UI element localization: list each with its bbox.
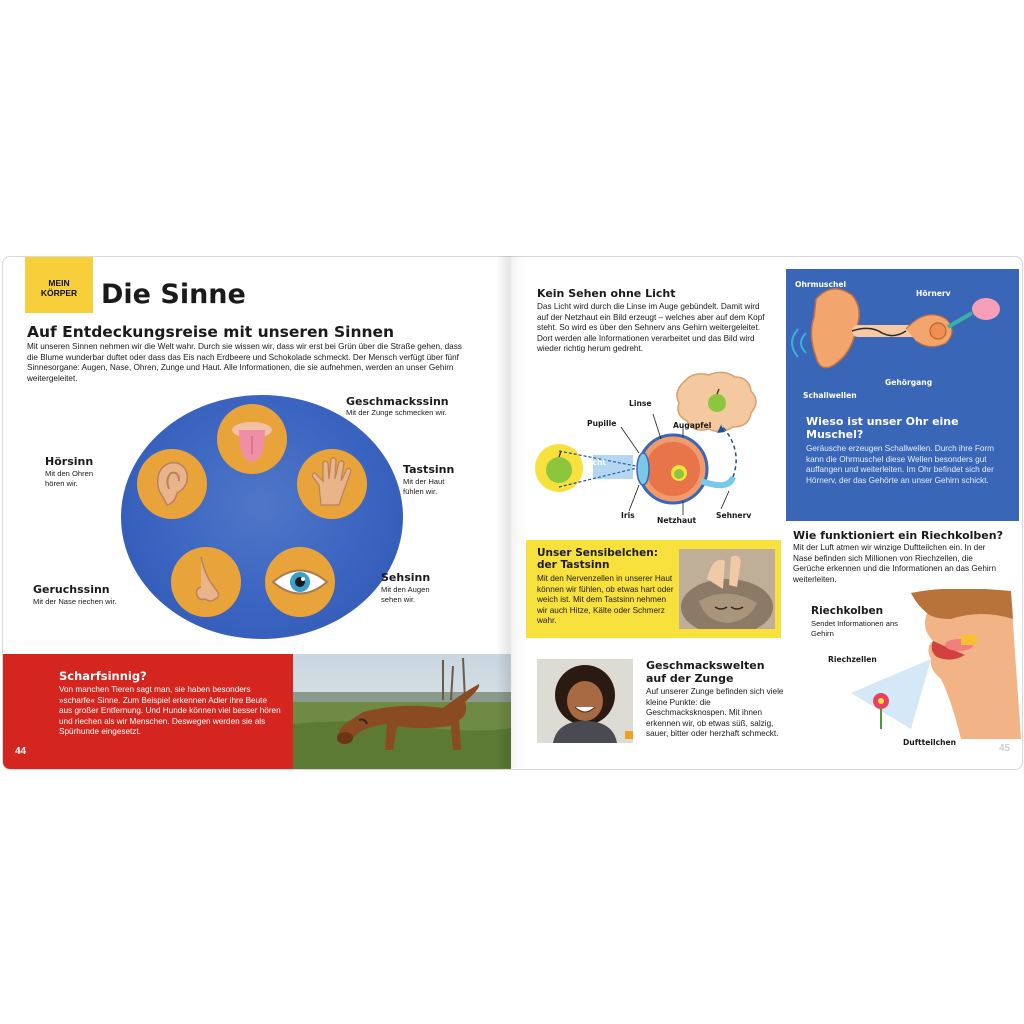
seh-text-2: sehen wir. <box>381 595 416 604</box>
geschmack-title-2: auf der Zunge <box>646 672 734 685</box>
hoer-text-2: hören wir. <box>45 479 78 488</box>
geruch-text: Mit der Nase riechen wir. <box>33 597 117 606</box>
seh-title: Sehsinn <box>381 571 431 584</box>
page-number-right: 45 <box>999 743 1011 754</box>
label-netzhaut: Netzhaut <box>657 516 697 525</box>
section-subtitle: Auf Entdeckungsreise mit unseren Sinnen <box>27 323 395 341</box>
ohr-text: Geräusche erzeugen Schallwellen. Durch ihre Form kann die Ohrmuschel diese Wellen besonders gut auffangen und weiterleiten. Im Ohr befindet sich der Hörnerv, der das Gehörte an unser Gehirn schickt. <box>806 444 994 485</box>
section-tag <box>25 257 93 313</box>
hoer-title: Hörsinn <box>45 455 94 468</box>
tag-line-1: MEIN <box>48 278 70 288</box>
label-iris: Iris <box>621 511 635 520</box>
label-duftteilchen: Duftteilchen <box>903 738 957 747</box>
label-riechzellen: Riechzellen <box>828 655 877 664</box>
label-linse: Linse <box>629 399 652 408</box>
label-pupille: Pupille <box>587 419 617 428</box>
page-title: Die Sinne <box>101 279 246 310</box>
geschmack-title: Geschmackssinn <box>346 395 449 408</box>
riechkolben-desc: Sendet Informationen ans Gehirn <box>811 619 898 638</box>
riech-text: Mit der Luft atmen wir winzige Duftteilchen ein. In der Nase befinden sich Millionen von Riechzellen, die Gerüche erkennen und die Informationen an das Gehirn weiterleiten. <box>793 543 997 584</box>
eye-icon <box>265 547 335 617</box>
geschmack-text: Mit der Zunge schmecken wir. <box>346 408 447 417</box>
label-augapfel: Augapfel <box>673 421 712 430</box>
label-hoernerv: Hörnerv <box>916 289 951 298</box>
tast-title-2: der Tastsinn <box>537 559 610 571</box>
scharfsinnig-title: Scharfsinnig? <box>59 669 147 683</box>
label-sehnerv: Sehnerv <box>716 511 752 520</box>
girl-photo <box>537 659 633 743</box>
hoer-text-1: Mit den Ohren <box>45 469 94 478</box>
label-licht: Licht <box>585 458 606 467</box>
geschmack-text: Auf unserer Zunge befinden sich viele kleine Punkte: die Geschmacksknospen. Mit ihnen erkennen wir, ob etwas süß, salzig, sauer, bitter oder herzhaft schmeckt. <box>646 687 784 739</box>
geschmack-title-1: Geschmackswelten <box>646 659 765 672</box>
dog-photo <box>293 654 511 769</box>
riech-title: Wie funktioniert ein Riechkolben? <box>793 529 1003 542</box>
sehen-title: Kein Sehen ohne Licht <box>537 287 676 300</box>
seh-text-1: Mit den Augen <box>381 585 430 594</box>
intro-text: Mit unseren Sinnen nehmen wir die Welt wahr. Durch sie wissen wir, dass wir erst bei Grün über die Straße gehen, dass die Blume wunderbar duftet oder dass das Eis nach Erdbeere und Schokolade schmeckt. Der Mensch verfügt über fünf Sinnesorgane: Augen, Nase, Ohren, Zunge und Haut. Alle Informationen, die sie aufnehmen, werden an unser Gehirn weitergeleitet. <box>27 342 462 383</box>
ear-icon <box>137 449 207 519</box>
geruch-title: Geruchssinn <box>33 583 110 596</box>
label-ohrmuschel: Ohrmuschel <box>795 280 847 289</box>
tast-text-1: Mit der Haut <box>403 477 445 486</box>
tast-text-2: fühlen wir. <box>403 487 438 496</box>
hand-icon <box>297 449 367 519</box>
sehen-text: Das Licht wird durch die Linse im Auge gebündelt. Damit wird auf der Netzhaut ein Bild erzeugt – welches aber auf dem Kopf steht. So wird es über den Sehnerv ans Gehirn weitergeleitet. Dort werden alle Informationen verarbeitet und das Bild wird wieder richtig herum gedreht. <box>537 302 765 354</box>
tag-line-2: KÖRPER <box>40 288 78 298</box>
tongue-icon <box>217 404 287 474</box>
scharfsinnig-text: Von manchen Tieren sagt man, sie haben besonders »scharfe« Sinne. Zum Beispiel erkennen Adler ihre Beute aus großer Entfernung. Und Hunde können viel besser hören und riechen als wir Menschen. Deswegen werden sie als Spürhunde eingesetzt. <box>59 685 281 737</box>
label-riechkolben: Riechkolben <box>811 605 884 617</box>
page-number-left: 44 <box>15 746 27 757</box>
right-page <box>511 256 1023 770</box>
label-gehoergang: Gehörgang <box>885 378 933 387</box>
left-page <box>2 256 511 770</box>
tast-title-1: Unser Sensibelchen: <box>537 547 658 559</box>
nose-icon <box>171 547 241 617</box>
tast-text: Mit den Nervenzellen in unserer Haut können wir fühlen, ob etwas hart oder weich ist. Mit dem Tastsinn nehmen wir auch Hitze, Kälte oder Schmerz wahr. <box>537 574 674 626</box>
ohr-question: Wieso ist unser Ohr eine Muschel? <box>806 415 959 441</box>
book-spread <box>0 256 1024 768</box>
label-schallwellen: Schallwellen <box>803 391 857 400</box>
eye-diagram <box>533 369 778 529</box>
tast-title: Tastsinn <box>403 463 455 476</box>
cat-photo <box>679 549 775 629</box>
